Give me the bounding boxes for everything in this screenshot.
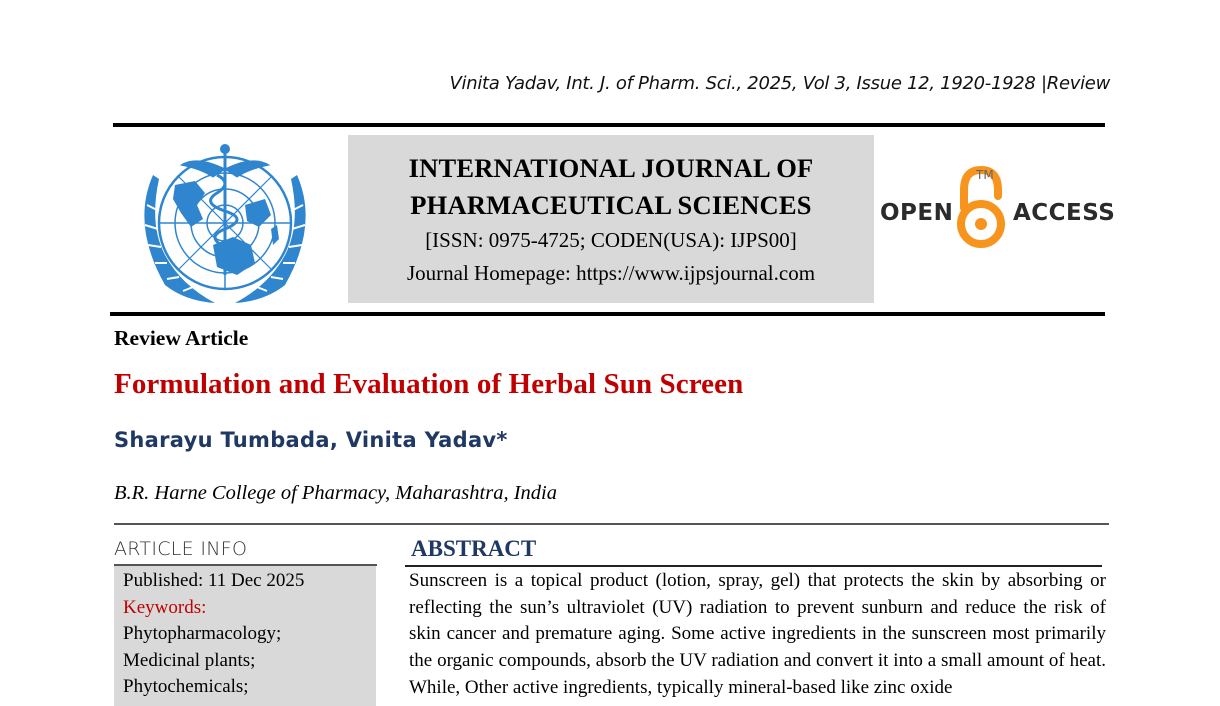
abstract-rule <box>405 565 1102 567</box>
article-title: Formulation and Evaluation of Herbal Sun Screen <box>114 368 744 400</box>
open-access-word-access: ACCESS <box>1013 200 1116 226</box>
masthead-bottom-rule <box>110 312 1105 316</box>
issn-coden: [ISSN: 0975-4725; CODEN(USA): IJPS00] <box>425 228 797 252</box>
journal-masthead-box <box>348 135 874 303</box>
published-date: Published: 11 Dec 2025 <box>123 570 305 591</box>
section-divider <box>114 523 1109 525</box>
journal-name-line2: PHARMACEUTICAL SCIENCES <box>410 190 812 220</box>
journal-emblem-icon <box>125 135 325 307</box>
journal-homepage: Journal Homepage: https://www.ijpsjournal.com <box>406 261 816 285</box>
author-affiliation: B.R. Harne College of Pharmacy, Maharashtra, India <box>114 482 557 504</box>
open-access-word-open: OPEN <box>880 200 954 226</box>
journal-name-line1: INTERNATIONAL JOURNAL OF <box>408 153 814 183</box>
keyword-item: Phytochemicals; <box>123 676 249 697</box>
abstract-text: Sunscreen is a topical product (lotion, spray, gel) that protects the skin by absorbing or reflecting the sun’s ultraviolet (UV) radiation to prevent sunburn and reduce the risk of skin cancer and premature aging. Some active ingredients in the sunscreen most primarily the organic compounds, absorb the UV radiation and convert it into a small amount of heat. While, Other active ingredients, typically mineral-based like zinc oxide <box>409 570 1106 698</box>
trademark-mark: TM <box>976 168 994 182</box>
keyword-item: Medicinal plants; <box>123 649 256 671</box>
article-info-box <box>114 566 376 706</box>
running-header: Vinita Yadav, Int. J. of Pharm. Sci., 2025, Vol 3, Issue 12, 1920-1928 |Review <box>449 73 1110 94</box>
masthead-top-rule <box>113 123 1105 127</box>
open-access-logo <box>878 160 1116 260</box>
abstract-heading: ABSTRACT <box>411 536 537 561</box>
article-type: Review Article <box>114 326 249 350</box>
keywords-label: Keywords: <box>123 596 207 618</box>
article-info-heading: ARTICLE INFO <box>114 538 248 560</box>
keyword-item: Phytopharmacology; <box>123 623 282 644</box>
author-list: Sharayu Tumbada, Vinita Yadav* <box>114 428 508 452</box>
